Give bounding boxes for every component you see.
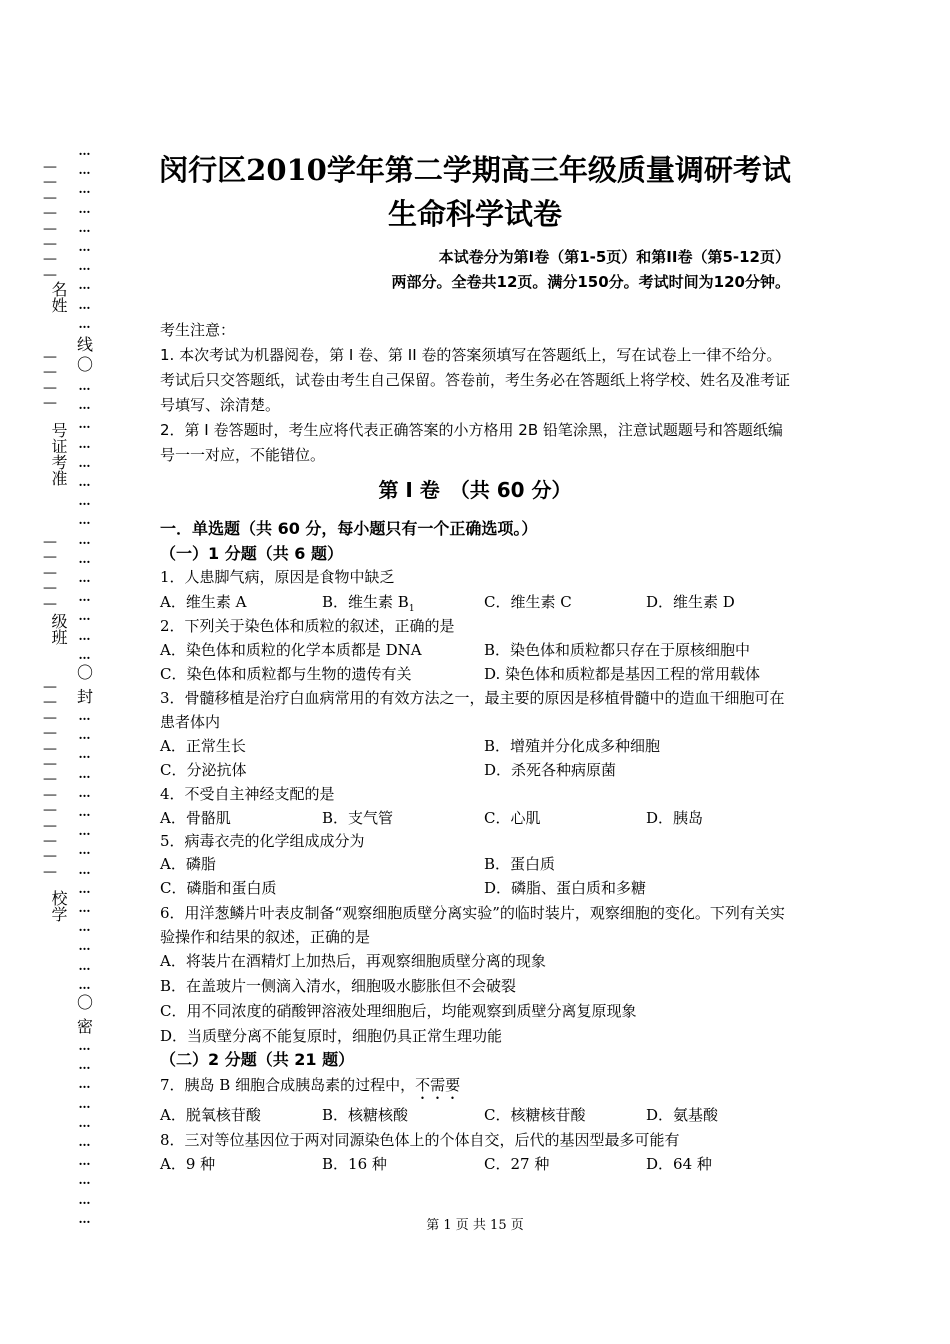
option-c: C．分泌抗体 <box>160 761 247 779</box>
question-stem: 1．人患脚气病，原因是食物中缺乏 <box>160 568 395 586</box>
option-b: B．蛋白质 <box>484 855 556 873</box>
subsection-heading: （一）1 分题（共 6 题） <box>160 544 343 563</box>
question-stem: 6．用洋葱鳞片叶表皮制备“观察细胞质壁分离实验”的临时装片，观察细胞的变化。下列有关实验操作和结果的叙述，正确的是 <box>160 904 785 946</box>
seal-circle: 〇 <box>76 355 93 374</box>
option-a: A．将装片在酒精灯上加热后，再观察细胞质壁分离的现象 <box>160 952 546 970</box>
part-heading: 一．单选题（共 60 分，每小题只有一个正确选项。） <box>160 519 538 538</box>
seal-circle: 〇 <box>76 663 93 682</box>
option-a: A．维生素 A <box>160 593 247 611</box>
option-c: C．核糖核苷酸 <box>484 1106 586 1124</box>
label-school: 校学 <box>49 890 68 922</box>
page-subtitle: 生命科学试卷 <box>387 197 562 231</box>
question-stem: 4．不受自主神经支配的是 <box>160 785 335 803</box>
exam-info-line: 本试卷分为第I卷（第1-5页）和第II卷（第5-12页） <box>438 248 790 266</box>
option-b: B．在盖玻片一侧滴入清水，细胞吸水膨胀但不会破裂 <box>160 977 517 995</box>
page-footer: 第 1 页 共 15 页 <box>426 1218 524 1233</box>
label-exam-id: 号证考准 <box>49 422 68 486</box>
option-b: B．维生素 $B_1$ <box>322 593 415 614</box>
option-d: D．64 种 <box>646 1155 712 1173</box>
option-b: B．核糖核酸 <box>322 1106 409 1124</box>
label-class: 级班 <box>49 613 68 645</box>
label-name: 名姓 <box>49 281 68 313</box>
option-d: D．杀死各种病原菌 <box>484 761 617 779</box>
blank-line: — — — — — <box>43 534 57 612</box>
option-d: D．当质壁分离不能复原时，细胞仍具正常生理功能 <box>160 1027 503 1045</box>
question-stem: 3．骨髓移植是治疗白血病常用的有效方法之一，最主要的原因是移植骨髓中的造血干细胞可在患者体内 <box>160 689 785 731</box>
option-b: B．支气管 <box>322 809 394 827</box>
question-stem: 5．病毒衣壳的化学组成成分为 <box>160 832 365 850</box>
seal-char-line: 线 <box>76 335 93 354</box>
option-b: B．增殖并分化成多种细胞 <box>484 737 661 755</box>
option-c: C．用不同浓度的硝酸钾溶液处理细胞后，均能观察到质壁分离复原现象 <box>160 1002 637 1020</box>
page-title: 闵行区2010学年第二学期高三年级质量调研考试 <box>159 153 791 187</box>
option-c: C．染色体和质粒都与生物的遗传有关 <box>160 665 412 683</box>
seal-char-secret: 密 <box>76 1017 93 1036</box>
notice-heading: 考生注意： <box>160 321 236 339</box>
option-b: B．染色体和质粒都只存在于原核细胞中 <box>484 641 751 659</box>
subscript: 1 <box>408 604 415 614</box>
emphasis-text: 不需要 <box>415 1076 461 1094</box>
question-stem: 7．胰岛 B 细胞合成胰岛素的过程中，不需要 <box>160 1076 461 1094</box>
seal-circle: 〇 <box>76 993 93 1012</box>
notice-item: 1. 本次考试为机器阅卷，第 I 卷、第 II 卷的答案须填写在答题纸上，写在试卷上一律不给分。考试后只交答题纸，试卷由考生自己保留。答卷前，考生务必在答题纸上将学校、姓名及准考证号填写、涂清楚。 <box>160 346 791 414</box>
option-a: A．9 种 <box>160 1155 216 1173</box>
option-d: D．维生素 D <box>646 593 735 611</box>
question-stem: 2．下列关于染色体和质粒的叙述，正确的是 <box>160 617 455 635</box>
option-d: D．磷脂、蛋白质和多糖 <box>484 879 647 897</box>
blank-line: — — — — — — — — — — — — — <box>43 679 57 880</box>
seal-dots: … … … … … … … … … … <box>78 144 90 331</box>
seal-dots: … … … … … … … … … … … … … … … <box>78 379 90 662</box>
option-a: A．正常生长 <box>160 737 246 755</box>
option-b: B．16 种 <box>322 1155 387 1173</box>
exam-info-line: 两部分。全卷共12页。满分150分。考试时间为120分钟。 <box>391 273 790 291</box>
option-c: C．27 种 <box>484 1155 550 1173</box>
option-d: D．氨基酸 <box>646 1106 719 1124</box>
seal-dots: … … … … … … … … … … <box>78 1039 90 1226</box>
option-a: A．染色体和质粒的化学本质都是 DNA <box>160 641 422 659</box>
blank-line: — — — — — — — — <box>43 159 57 283</box>
option-a: A．骨骼肌 <box>160 809 231 827</box>
blank-line: — — — — <box>43 349 57 412</box>
section-title: 第 I 卷 （共 60 分） <box>378 478 572 502</box>
option-c: C．维生素 C <box>484 593 572 611</box>
subsection-heading: （二）2 分题（共 21 题） <box>160 1050 355 1069</box>
option-a: A．磷脂 <box>160 855 216 873</box>
seal-dots: … … … … … … … … … … … … … … … <box>78 709 90 992</box>
question-stem: 8．三对等位基因位于两对同源染色体上的个体自交，后代的基因型最多可能有 <box>160 1131 680 1149</box>
option-d: D．胰岛 <box>646 809 704 827</box>
option-a: A．脱氧核苷酸 <box>160 1106 261 1124</box>
option-d: D. 染色体和质粒都是基因工程的常用载体 <box>484 665 761 683</box>
seal-char-seal: 封 <box>76 687 93 706</box>
option-c: C．磷脂和蛋白质 <box>160 879 277 897</box>
option-c: C．心肌 <box>484 809 541 827</box>
notice-item: 2．第 I 卷答题时，考生应将代表正确答案的小方格用 2B 铅笔涂黑，注意试题题号和答题纸编号一一对应，不能错位。 <box>160 421 783 464</box>
